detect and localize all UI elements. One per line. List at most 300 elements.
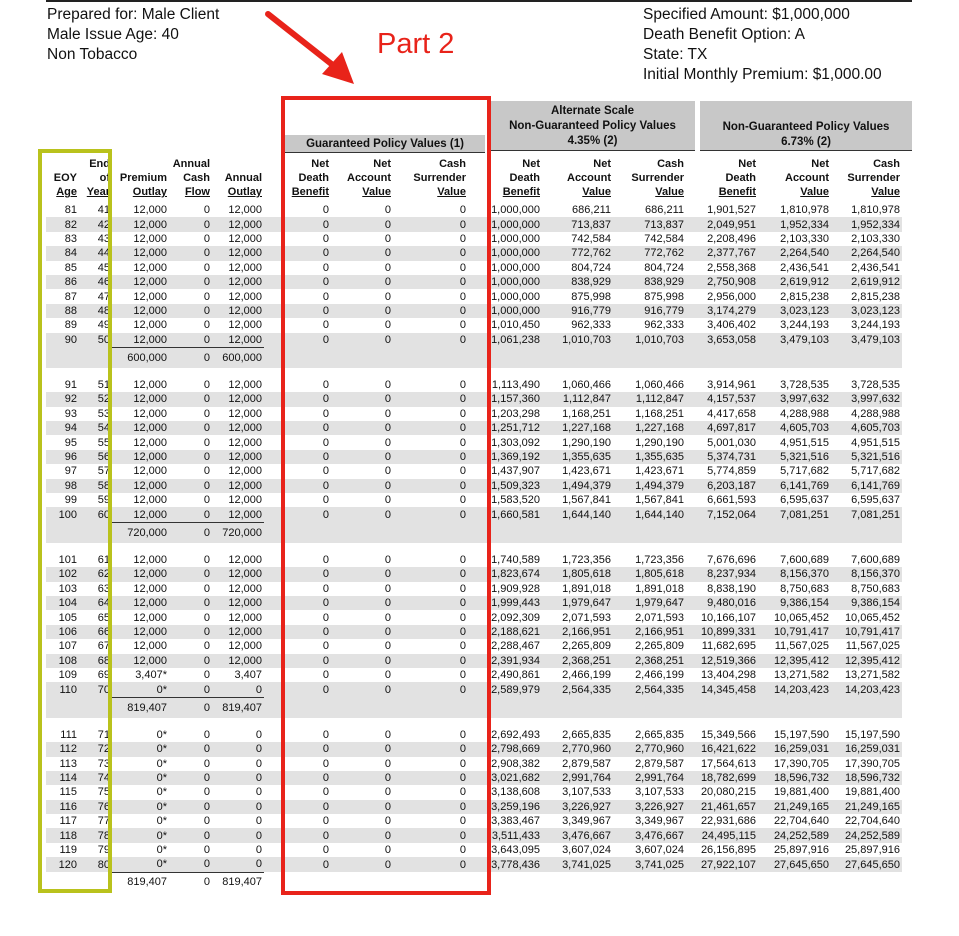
cell-premium: 12,000 [133,261,167,274]
cell-premium: 12,000 [133,465,167,478]
subtotal-premium: 819,407 [112,872,169,891]
alternate-section-header [490,101,695,151]
cell-g-csv: 0 [459,290,466,303]
cell-n-ndb: 4,417,658 [707,407,756,420]
cell-a-nav: 1,227,168 [542,421,613,435]
cell-a-nav: 1,010,703 [542,333,613,348]
cell-a-ndb: 1,437,907 [491,465,540,478]
cell-g-ndb: 0 [322,407,329,420]
subtotal-empty-cell [686,347,758,368]
cell-annual-outlay: 12,000 [228,290,262,303]
cell-premium: 12,000 [133,379,167,392]
cell-end-year: 46 [79,275,112,289]
cell-a-nav: 3,476,667 [542,828,613,842]
cell-a-ndb: 1,000,000 [468,217,542,231]
tobacco-line: Non Tobacco [47,46,138,63]
cell-annual-outlay: 0 [212,742,264,756]
subtotal-empty-cell [613,522,686,543]
cell-g-ndb: 0 [264,217,331,231]
cell-end-year: 70 [79,682,112,697]
cell-a-csv: 962,333 [644,319,684,332]
cell-g-nav: 0 [384,494,391,507]
cell-n-ndb: 27,922,107 [686,857,758,872]
cell-a-nav: 2,665,835 [562,728,611,741]
cell-annual-cash-flow: 0 [203,232,210,245]
cell-g-ndb: 0 [322,319,329,332]
cell-n-nav: 6,141,769 [758,479,831,493]
cell-a-csv: 713,837 [613,217,686,231]
cell-a-ndb: 3,643,095 [491,844,540,857]
cell-a-csv: 3,476,667 [613,828,686,842]
cell-g-nav: 0 [331,421,393,435]
col-header-line: Account [567,172,611,184]
cell-annual-cash-flow: 0 [169,392,212,406]
col-header-line: Cash [873,158,900,170]
subtotal-empty-cell [758,347,831,368]
cell-eoy-age: 87 [64,290,77,303]
subtotal-empty-cell [758,697,831,718]
cell-a-csv: 2,770,960 [613,742,686,756]
col-header-line: Net [522,158,540,170]
cell-a-ndb: 2,092,309 [491,611,540,624]
cell-n-csv: 6,595,637 [851,494,900,507]
cell-annual-cash-flow: 0 [203,757,210,770]
cell-eoy-age: 84 [46,246,79,260]
cell-end-year: 63 [97,582,110,595]
cell-a-csv: 1,290,190 [635,436,684,449]
cell-g-csv: 0 [393,275,468,289]
cell-a-ndb: 3,383,467 [491,815,540,828]
cell-g-csv: 0 [459,728,466,741]
cell-a-csv: 2,265,809 [635,640,684,653]
cell-g-ndb: 0 [322,669,329,682]
cell-n-nav: 13,271,582 [773,669,829,682]
red-arrow-icon [262,8,362,88]
cell-g-nav: 0 [384,204,391,217]
col-header-line: Cash [657,158,684,170]
cell-annual-cash-flow: 0 [169,304,212,318]
cell-annual-outlay: 12,000 [228,379,262,392]
cell-n-csv: 13,271,582 [844,669,900,682]
cell-g-ndb: 0 [264,333,331,348]
cell-g-nav: 0 [331,800,393,814]
cell-a-csv: 1,891,018 [635,582,684,595]
cell-a-csv: 1,423,671 [635,465,684,478]
cell-annual-cash-flow: 0 [203,319,210,332]
cell-end-year: 77 [97,815,110,828]
cell-g-nav: 0 [331,742,393,756]
cell-g-csv: 0 [459,640,466,653]
cell-annual-outlay: 12,000 [212,654,264,668]
cell-a-ndb: 2,490,861 [491,669,540,682]
cell-end-year: 43 [97,232,110,245]
cell-a-nav: 1,423,671 [562,465,611,478]
cell-a-csv: 1,644,140 [613,507,686,522]
subtotal-empty-cell [686,872,758,891]
cell-eoy-age: 116 [46,800,79,814]
cell-a-ndb: 3,021,682 [468,771,542,785]
col-header-n-csv [831,157,900,199]
col-header-line: Death [509,172,540,184]
cell-n-nav: 10,791,417 [758,625,831,639]
cell-premium: 12,000 [112,217,169,231]
cell-g-csv: 0 [459,204,466,217]
cell-end-year: 71 [97,728,110,741]
nonguaranteed-title-2: 6.73% (2) [781,136,831,148]
cell-g-csv: 0 [393,333,468,348]
cell-annual-outlay: 12,000 [212,392,264,406]
cell-premium: 12,000 [133,611,167,624]
cell-n-ndb: 8,237,934 [686,567,758,581]
cell-annual-outlay: 12,000 [228,261,262,274]
cell-annual-cash-flow: 0 [203,582,210,595]
cell-a-nav: 3,349,967 [562,815,611,828]
cell-annual-outlay: 12,000 [228,407,262,420]
cell-a-csv: 1,355,635 [613,450,686,464]
cell-eoy-age: 113 [59,757,77,770]
cell-annual-outlay: 12,000 [228,582,262,595]
cell-g-nav: 0 [331,625,393,639]
cell-n-csv: 27,645,650 [831,857,902,872]
cell-premium: 0* [112,682,169,697]
cell-annual-outlay: 12,000 [212,479,264,493]
cell-annual-outlay: 0 [212,857,264,872]
subtotal-annual-cash-flow: 0 [169,347,212,368]
cell-n-ndb: 12,519,366 [686,654,758,668]
cell-premium: 12,000 [133,582,167,595]
subtotal-annual-cash-flow: 0 [169,872,212,891]
cell-eoy-age: 92 [46,392,79,406]
cell-a-csv: 1,168,251 [635,407,684,420]
cell-a-csv: 1,805,618 [613,567,686,581]
cell-n-ndb: 2,208,496 [707,232,756,245]
cell-annual-cash-flow: 0 [169,625,212,639]
cell-end-year: 53 [97,407,110,420]
col-header-line: Surrender [847,172,900,184]
cell-g-nav: 0 [384,436,391,449]
cell-eoy-age: 85 [64,261,77,274]
cell-g-nav: 0 [331,596,393,610]
col-header-line: Year [86,186,110,198]
cell-g-ndb: 0 [322,232,329,245]
cell-annual-cash-flow: 0 [169,567,212,581]
subtotal-annual-outlay: 819,407 [212,697,264,718]
alternate-title-2: Non-Guaranteed Policy Values [509,120,676,132]
cell-eoy-age: 107 [58,640,77,653]
cell-n-csv: 4,951,515 [851,436,900,449]
cell-end-year: 61 [97,554,110,566]
part-2-label: Part 2 [377,28,455,60]
cell-a-ndb: 1,583,520 [491,494,540,507]
cell-n-nav: 1,952,334 [758,217,831,231]
cell-annual-cash-flow: 0 [203,290,210,303]
cell-eoy-age: 93 [64,407,77,420]
cell-g-ndb: 0 [322,290,329,303]
cell-n-nav: 12,395,412 [758,654,831,668]
cell-g-csv: 0 [459,554,466,566]
cell-annual-cash-flow: 0 [203,815,210,828]
cell-n-csv: 22,704,640 [844,815,900,828]
cell-n-csv: 12,395,412 [831,654,902,668]
cell-g-nav: 0 [331,682,393,697]
cell-annual-outlay: 12,000 [228,232,262,245]
cell-eoy-age: 117 [59,815,77,828]
cell-annual-outlay: 12,000 [228,611,262,624]
col-header-line: Value [582,186,611,198]
cell-a-csv: 2,879,587 [635,757,684,770]
cell-annual-cash-flow: 0 [169,596,212,610]
subtotal-empty-cell [542,872,613,891]
top-rule [46,0,912,2]
cell-a-csv: 772,762 [613,246,686,260]
cell-n-csv: 21,249,165 [831,800,902,814]
cell-premium: 0* [112,742,169,756]
cell-n-ndb: 15,349,566 [700,728,756,741]
cell-a-ndb: 1,509,323 [468,479,542,493]
cell-premium: 12,000 [133,232,167,245]
cell-g-ndb: 0 [322,844,329,857]
cell-g-ndb: 0 [264,479,331,493]
cell-g-nav: 0 [384,379,391,392]
death-benefit-option-line: Death Benefit Option: A [643,26,805,43]
cell-a-ndb: 3,259,196 [468,800,542,814]
cell-g-csv: 0 [393,507,468,522]
cell-end-year: 58 [79,479,112,493]
cell-annual-cash-flow: 0 [203,611,210,624]
cell-end-year: 41 [97,204,110,217]
cell-a-nav: 1,494,379 [542,479,613,493]
cell-end-year: 54 [79,421,112,435]
cell-premium: 12,000 [112,596,169,610]
cell-annual-cash-flow: 0 [169,217,212,231]
cell-g-nav: 0 [331,771,393,785]
cell-a-csv: 916,779 [613,304,686,318]
cell-premium: 0* [156,786,167,799]
cell-a-ndb: 2,908,382 [491,757,540,770]
cell-premium: 0* [156,844,167,857]
cell-premium: 0* [112,771,169,785]
cell-end-year: 65 [97,611,110,624]
cell-n-csv: 14,203,423 [831,682,902,697]
cell-n-ndb: 2,049,951 [686,217,758,231]
cell-eoy-age: 101 [58,554,77,566]
cell-annual-outlay: 0 [212,682,264,697]
cell-end-year: 55 [97,436,110,449]
cell-eoy-age: 115 [59,786,77,799]
cell-a-nav: 1,168,251 [562,407,611,420]
cell-premium: 12,000 [112,304,169,318]
alternate-header-rule [490,150,695,151]
cell-a-csv: 2,368,251 [613,654,686,668]
cell-g-ndb: 0 [322,611,329,624]
cell-g-ndb: 0 [264,682,331,697]
cell-premium: 12,000 [133,319,167,332]
cell-annual-outlay: 0 [255,844,262,857]
cell-g-csv: 0 [393,800,468,814]
cell-g-nav: 0 [331,304,393,318]
col-header-annual-cash-flow [169,157,210,199]
cell-n-ndb: 2,377,767 [686,246,758,260]
subtotal-empty-cell [831,697,902,718]
col-header-line [112,157,167,171]
cell-g-csv: 0 [393,625,468,639]
cell-n-csv: 16,259,031 [831,742,902,756]
cell-g-ndb: 0 [322,436,329,449]
cell-a-nav: 2,879,587 [562,757,611,770]
cell-premium: 0* [156,757,167,770]
cell-a-nav: 875,998 [571,290,611,303]
cell-n-csv: 24,252,589 [831,828,902,842]
cell-a-nav: 1,723,356 [562,554,611,566]
cell-n-ndb: 4,157,537 [686,392,758,406]
cell-annual-outlay: 12,000 [228,465,262,478]
col-header-line: Value [437,186,466,198]
cell-n-csv: 3,023,123 [831,304,902,318]
cell-annual-cash-flow: 0 [203,554,210,566]
cell-annual-outlay: 12,000 [228,640,262,653]
col-header-line: Annual [172,158,210,170]
cell-g-csv: 0 [459,815,466,828]
col-header-a-nav [542,157,611,199]
cell-annual-outlay: 0 [255,786,262,799]
cell-annual-cash-flow: 0 [203,494,210,507]
cell-g-nav: 0 [331,828,393,842]
cell-g-ndb: 0 [264,275,331,289]
col-header-n-ndb [686,157,756,199]
cell-premium: 12,000 [133,204,167,217]
cell-g-ndb: 0 [264,828,331,842]
cell-end-year: 76 [79,800,112,814]
cell-g-csv: 0 [459,786,466,799]
cell-g-csv: 0 [459,232,466,245]
cell-n-ndb: 14,345,458 [686,682,758,697]
cell-end-year: 59 [97,494,110,507]
cell-a-ndb: 2,692,493 [491,728,540,741]
cell-eoy-age: 110 [46,682,79,697]
cell-a-nav: 2,466,199 [562,669,611,682]
cell-n-ndb: 7,676,696 [707,554,756,566]
cell-g-ndb: 0 [264,450,331,464]
cell-a-nav: 2,368,251 [542,654,613,668]
cell-annual-outlay: 0 [212,828,264,842]
cell-a-nav: 804,724 [571,261,611,274]
subtotal-annual-cash-flow: 0 [169,697,212,718]
cell-a-ndb: 1,660,581 [468,507,542,522]
subtotal-empty-cell [613,697,686,718]
cell-n-ndb: 17,564,613 [700,757,756,770]
cell-a-csv: 1,227,168 [613,421,686,435]
cell-a-nav: 1,979,647 [542,596,613,610]
cell-n-ndb: 3,914,961 [707,379,756,392]
cell-g-ndb: 0 [322,554,329,566]
col-header-line: Annual [224,172,262,184]
cell-a-csv: 2,071,593 [635,611,684,624]
cell-a-ndb: 1,823,674 [468,567,542,581]
col-header-line: Net [811,158,829,170]
cell-annual-outlay: 12,000 [212,625,264,639]
cell-annual-outlay: 12,000 [228,494,262,507]
cell-g-ndb: 0 [264,507,331,522]
cell-n-nav: 22,704,640 [773,815,829,828]
specified-amount-line: Specified Amount: $1,000,000 [643,6,850,23]
cell-end-year: 74 [79,771,112,785]
cell-a-ndb: 1,000,000 [468,304,542,318]
cell-n-csv: 10,065,452 [844,611,900,624]
cell-n-nav: 2,619,912 [758,275,831,289]
cell-premium: 12,000 [112,333,169,348]
subtotal-empty-cell [758,872,831,891]
prepared-for-line: Prepared for: Male Client [47,6,220,23]
cell-eoy-age: 94 [46,421,79,435]
cell-n-csv: 1,952,334 [831,217,902,231]
cell-annual-outlay: 12,000 [212,596,264,610]
cell-annual-cash-flow: 0 [203,728,210,741]
cell-annual-cash-flow: 0 [169,450,212,464]
cell-a-csv: 3,741,025 [613,857,686,872]
cell-g-csv: 0 [459,582,466,595]
cell-n-csv: 4,605,703 [831,421,902,435]
cell-premium: 12,000 [112,246,169,260]
cell-eoy-age: 105 [58,611,77,624]
cell-a-csv: 1,723,356 [635,554,684,566]
subtotal-empty-cell [542,347,613,368]
cell-a-ndb: 1,061,238 [468,333,542,348]
cell-g-ndb: 0 [322,640,329,653]
cell-g-nav: 0 [384,319,391,332]
cell-n-csv: 5,321,516 [831,450,902,464]
cell-annual-cash-flow: 0 [169,479,212,493]
cell-eoy-age: 81 [64,204,77,217]
cell-g-ndb: 0 [264,857,331,872]
cell-a-ndb: 3,138,608 [491,786,540,799]
col-header-line: Flow [184,186,210,198]
cell-g-ndb: 0 [322,728,329,741]
cell-n-ndb: 5,774,859 [707,465,756,478]
cell-n-csv: 7,081,251 [831,507,902,522]
cell-g-csv: 0 [393,828,468,842]
cell-end-year: 68 [79,654,112,668]
cell-eoy-age: 82 [46,217,79,231]
cell-premium: 12,000 [112,421,169,435]
col-header-line: Net [373,158,391,170]
cell-n-ndb: 9,480,016 [686,596,758,610]
cell-a-ndb: 1,369,192 [468,450,542,464]
cell-end-year: 73 [97,757,110,770]
cell-n-ndb: 20,080,215 [700,786,756,799]
cell-g-nav: 0 [331,275,393,289]
cell-a-ndb: 1,740,589 [491,554,540,566]
cell-n-ndb: 22,931,686 [700,815,756,828]
cell-n-nav: 1,810,978 [780,204,829,217]
cell-g-csv: 0 [393,392,468,406]
alternate-title-3: 4.35% (2) [567,135,618,147]
alternate-title-1: Alternate Scale [550,105,635,117]
cell-premium: 12,000 [112,479,169,493]
cell-premium: 12,000 [112,275,169,289]
cell-n-ndb: 11,682,695 [701,640,756,653]
cell-g-csv: 0 [393,479,468,493]
cell-annual-cash-flow: 0 [203,465,210,478]
col-header-line: EOY [53,172,77,184]
cell-eoy-age: 91 [64,379,77,392]
subtotal-premium: 819,407 [112,697,169,718]
cell-g-ndb: 0 [264,567,331,581]
col-header-annual-outlay [212,157,262,199]
cell-g-ndb: 0 [264,625,331,639]
cell-n-nav: 11,567,025 [774,640,829,653]
cell-n-ndb: 3,406,402 [707,319,756,332]
cell-eoy-age: 106 [46,625,79,639]
